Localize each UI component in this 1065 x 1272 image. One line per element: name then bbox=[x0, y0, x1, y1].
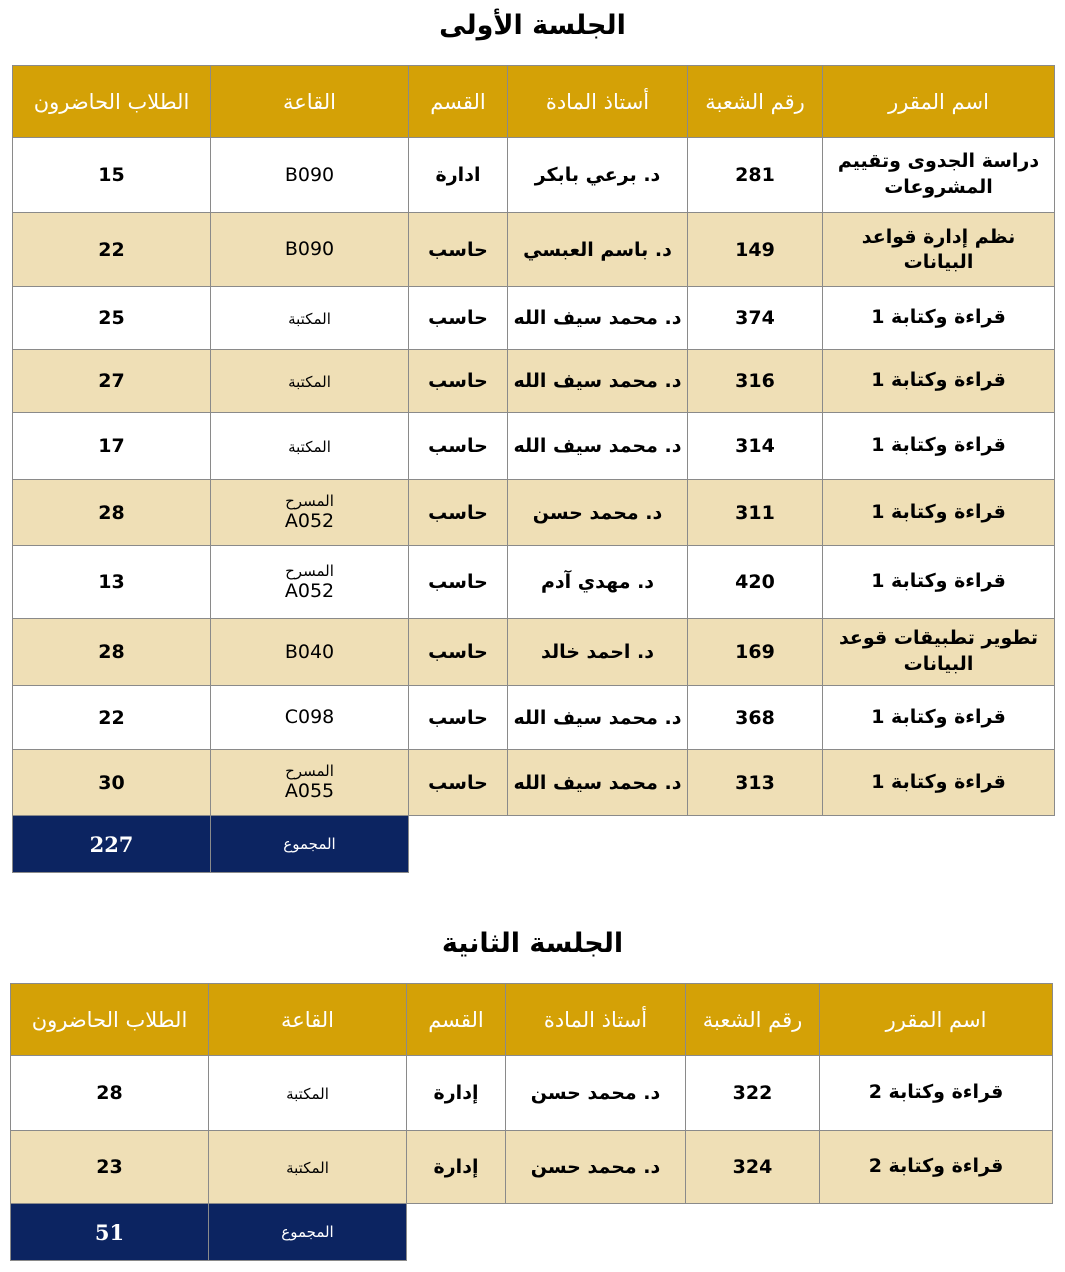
room-cell bbox=[211, 750, 409, 816]
instructor-cell: د. محمد سيف الله bbox=[508, 686, 688, 750]
room-label: المكتبة bbox=[286, 1084, 329, 1103]
empty-cell bbox=[409, 816, 1055, 873]
students-cell: 28 bbox=[13, 480, 211, 546]
table-row bbox=[11, 1131, 1053, 1204]
session-1-table bbox=[12, 65, 1055, 873]
room-code: C098 bbox=[284, 706, 335, 729]
section-cell: 316 bbox=[688, 350, 823, 413]
instructor-cell: د. محمد حسن bbox=[506, 1131, 686, 1204]
room-label: المسرح bbox=[285, 492, 334, 511]
department-cell: حاسب bbox=[409, 350, 508, 413]
instructor-cell: د. محمد سيف الله bbox=[508, 413, 688, 480]
room-cell bbox=[211, 287, 409, 350]
room-cell bbox=[211, 413, 409, 480]
department-cell: حاسب bbox=[409, 686, 508, 750]
total-label: المجموع bbox=[211, 816, 409, 873]
room-label: المسرح bbox=[285, 561, 334, 580]
table-row bbox=[13, 287, 1055, 350]
students-cell: 28 bbox=[13, 619, 211, 686]
total-value: 51 bbox=[11, 1204, 209, 1261]
header-room: القاعة bbox=[211, 66, 409, 138]
students-cell: 17 bbox=[13, 413, 211, 480]
total-label: المجموع bbox=[209, 1204, 407, 1261]
total-value: 227 bbox=[13, 816, 211, 873]
room-label: المكتبة bbox=[288, 309, 331, 328]
section-cell: 324 bbox=[686, 1131, 820, 1204]
department-cell: حاسب bbox=[409, 480, 508, 546]
table-row bbox=[11, 1056, 1053, 1131]
department-cell: حاسب bbox=[409, 619, 508, 686]
header-department: القسم bbox=[409, 66, 508, 138]
students-cell: 30 bbox=[13, 750, 211, 816]
table-row bbox=[13, 750, 1055, 816]
room-label: المكتبة bbox=[286, 1158, 329, 1177]
course-cell: تطوير تطبيقات قوعد البيانات bbox=[823, 619, 1055, 686]
header-department: القسم bbox=[407, 984, 506, 1056]
students-cell: 27 bbox=[13, 350, 211, 413]
table-row bbox=[13, 546, 1055, 619]
room-cell bbox=[211, 546, 409, 619]
total-row bbox=[13, 816, 1055, 873]
section-cell: 313 bbox=[688, 750, 823, 816]
room-code: A052 bbox=[284, 510, 335, 533]
course-cell: نظم إدارة قواعد البيانات bbox=[823, 213, 1055, 287]
course-cell: قراءة وكتابة 1 bbox=[823, 546, 1055, 619]
section-cell: 374 bbox=[688, 287, 823, 350]
section-cell: 314 bbox=[688, 413, 823, 480]
room-cell bbox=[209, 1056, 407, 1131]
table-row bbox=[13, 480, 1055, 546]
course-cell: قراءة وكتابة 1 bbox=[823, 480, 1055, 546]
instructor-cell: د. مهدي آدم bbox=[508, 546, 688, 619]
table-row bbox=[13, 350, 1055, 413]
room-code: A052 bbox=[284, 579, 335, 602]
department-cell: حاسب bbox=[409, 750, 508, 816]
empty-cell bbox=[407, 1204, 1053, 1261]
room-label: المكتبة bbox=[288, 372, 331, 391]
room-code: A055 bbox=[284, 780, 335, 803]
room-code: B090 bbox=[284, 238, 335, 261]
room-label: المسرح bbox=[285, 762, 334, 781]
section-cell: 169 bbox=[688, 619, 823, 686]
header-instructor: أستاذ المادة bbox=[508, 66, 688, 138]
section-cell: 322 bbox=[686, 1056, 820, 1131]
room-code: B090 bbox=[284, 163, 335, 186]
table-row bbox=[13, 213, 1055, 287]
course-cell: دراسة الجدوى وتقييم المشروعات bbox=[823, 138, 1055, 213]
students-cell: 13 bbox=[13, 546, 211, 619]
room-cell bbox=[211, 619, 409, 686]
instructor-cell: د. باسم العبسي bbox=[508, 213, 688, 287]
session-1-title: الجلسة الأولى bbox=[439, 10, 626, 41]
instructor-cell: د. احمد خالد bbox=[508, 619, 688, 686]
department-cell: حاسب bbox=[409, 413, 508, 480]
room-code: B040 bbox=[284, 640, 335, 663]
department-cell: إدارة bbox=[407, 1131, 506, 1204]
instructor-cell: د. محمد حسن bbox=[506, 1056, 686, 1131]
instructor-cell: د. محمد حسن bbox=[508, 480, 688, 546]
session-2-title: الجلسة الثانية bbox=[441, 928, 624, 959]
room-cell bbox=[211, 686, 409, 750]
section-cell: 281 bbox=[688, 138, 823, 213]
course-cell: قراءة وكتابة 1 bbox=[823, 287, 1055, 350]
room-label: المكتبة bbox=[288, 437, 331, 456]
department-cell: حاسب bbox=[409, 213, 508, 287]
table-header-row bbox=[11, 984, 1053, 1056]
table-row bbox=[13, 138, 1055, 213]
header-section: رقم الشعبة bbox=[686, 984, 820, 1056]
total-row bbox=[11, 1204, 1053, 1261]
instructor-cell: د. برعي بابكر bbox=[508, 138, 688, 213]
department-cell: حاسب bbox=[409, 546, 508, 619]
instructor-cell: د. محمد سيف الله bbox=[508, 750, 688, 816]
header-course: اسم المقرر bbox=[820, 984, 1053, 1056]
section-cell: 420 bbox=[688, 546, 823, 619]
department-cell: إدارة bbox=[407, 1056, 506, 1131]
course-cell: قراءة وكتابة 1 bbox=[823, 350, 1055, 413]
students-cell: 25 bbox=[13, 287, 211, 350]
department-cell: ادارة bbox=[409, 138, 508, 213]
table-row bbox=[13, 413, 1055, 480]
instructor-cell: د. محمد سيف الله bbox=[508, 287, 688, 350]
students-cell: 22 bbox=[13, 213, 211, 287]
department-cell: حاسب bbox=[409, 287, 508, 350]
section-cell: 311 bbox=[688, 480, 823, 546]
room-cell bbox=[209, 1131, 407, 1204]
header-section: رقم الشعبة bbox=[688, 66, 823, 138]
students-cell: 23 bbox=[11, 1131, 209, 1204]
students-cell: 28 bbox=[11, 1056, 209, 1131]
course-cell: قراءة وكتابة 1 bbox=[823, 750, 1055, 816]
students-cell: 15 bbox=[13, 138, 211, 213]
room-cell bbox=[211, 138, 409, 213]
table-row bbox=[13, 686, 1055, 750]
header-instructor: أستاذ المادة bbox=[506, 984, 686, 1056]
table-header-row bbox=[13, 66, 1055, 138]
header-students: الطلاب الحاضرون bbox=[11, 984, 209, 1056]
course-cell: قراءة وكتابة 1 bbox=[823, 686, 1055, 750]
session-2-table bbox=[10, 983, 1053, 1261]
course-cell: قراءة وكتابة 2 bbox=[820, 1056, 1053, 1131]
section-cell: 368 bbox=[688, 686, 823, 750]
section-cell: 149 bbox=[688, 213, 823, 287]
header-room: القاعة bbox=[209, 984, 407, 1056]
students-cell: 22 bbox=[13, 686, 211, 750]
room-cell bbox=[211, 213, 409, 287]
room-cell bbox=[211, 480, 409, 546]
room-cell bbox=[211, 350, 409, 413]
header-students: الطلاب الحاضرون bbox=[13, 66, 211, 138]
header-course: اسم المقرر bbox=[823, 66, 1055, 138]
instructor-cell: د. محمد سيف الله bbox=[508, 350, 688, 413]
course-cell: قراءة وكتابة 2 bbox=[820, 1131, 1053, 1204]
course-cell: قراءة وكتابة 1 bbox=[823, 413, 1055, 480]
table-row bbox=[13, 619, 1055, 686]
